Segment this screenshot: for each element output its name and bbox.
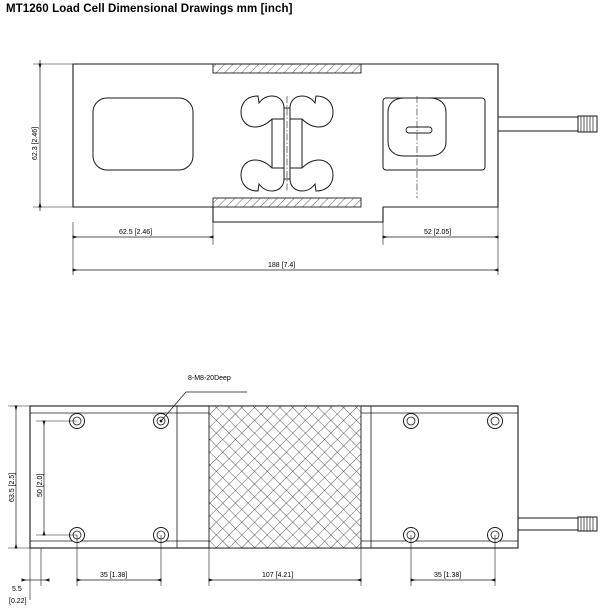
top-view-body [8,392,597,600]
dim-label-right-segment: 52 [2.05] [424,229,452,236]
dim-label-center-span: 107 [4.21] [262,572,294,579]
dim-label-edge-offset-inch: [0.22] [9,598,27,605]
dim-label-hole-span-vertical: 50 [2.0] [37,473,44,497]
dim-label-height-overall: 62.3 [2.46] [32,126,39,160]
dim-label-overall-length: 188 [7.4] [268,262,296,269]
dim-label-width-overall: 63.5 [2.5] [9,472,16,502]
dim-label-left-segment: 62.5 [2.46] [119,229,153,236]
side-view-body [33,60,597,275]
page-title: MT1260 Load Cell Dimensional Drawings mm [inch] [6,3,293,15]
dim-label-edge-offset: 5.5 [12,586,22,593]
callout-label-thread: 8-M8-20Deep [188,375,231,382]
dim-label-right-hole-span: 35 [1.38] [434,572,462,579]
dim-label-left-hole-span: 35 [1.38] [100,572,128,579]
